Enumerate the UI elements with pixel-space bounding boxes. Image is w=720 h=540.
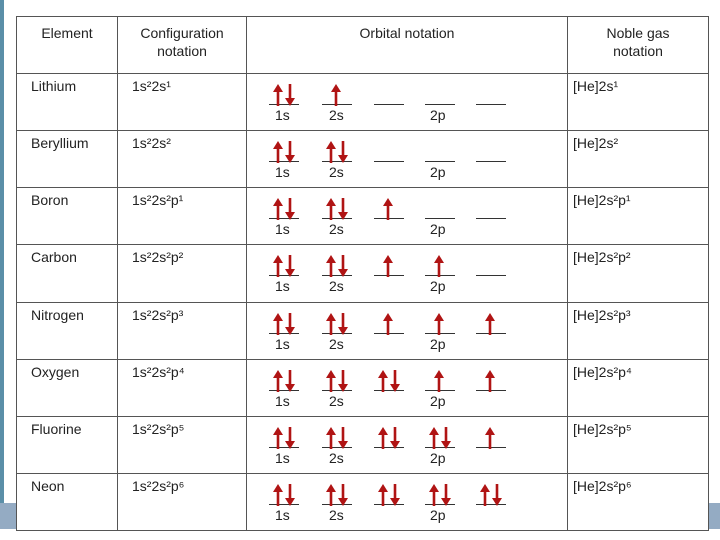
orbital-box: [322, 255, 352, 276]
header-element-text: Element: [41, 25, 93, 41]
noble-gas-notation: [He]2s²p⁶: [568, 473, 709, 530]
spin-up-arrow-icon: [273, 427, 283, 449]
orbital-diagram: [247, 188, 568, 245]
noble-gas-notation: [He]2s²p²: [568, 245, 709, 302]
orbital-diagram: [247, 473, 568, 530]
orbital-diagram: [247, 74, 568, 131]
orbital-box: [425, 427, 455, 448]
spin-up-arrow-icon: [273, 198, 283, 220]
orbital-diagram: [247, 302, 568, 359]
orbital-box: [476, 84, 506, 105]
configuration-notation: 1s²2s²p³: [118, 302, 247, 359]
table-row: [17, 473, 709, 530]
spin-down-arrow-icon: [338, 427, 348, 449]
orbital-box: [425, 370, 455, 391]
configuration-notation: 1s²2s²p⁴: [118, 359, 247, 416]
spin-down-arrow-icon: [285, 484, 295, 506]
orbital-label: 1s: [275, 506, 290, 523]
orbital-box: [476, 141, 506, 162]
orbital-box: [374, 255, 404, 276]
orbital-box: [374, 198, 404, 219]
orbital-label: 1s: [275, 164, 290, 181]
noble-gas-notation: [He]2s¹: [568, 74, 709, 131]
element-name: Oxygen: [17, 359, 118, 416]
orbital-label: 2p: [430, 221, 446, 238]
orbital-box: [269, 484, 299, 505]
orbital-box: [269, 255, 299, 276]
orbital-label: 2s: [329, 107, 344, 123]
table-row: [17, 359, 709, 416]
orbital-box: [374, 484, 404, 505]
spin-up-arrow-icon: [326, 313, 336, 335]
header-noble-line1: Noble gas: [606, 25, 670, 41]
spin-up-arrow-icon: [273, 484, 283, 506]
spin-down-arrow-icon: [390, 427, 400, 449]
orbital-box: [476, 484, 506, 505]
table-row: [17, 188, 709, 245]
spin-down-arrow-icon: [338, 198, 348, 220]
electron-configuration-table: [16, 16, 709, 531]
configuration-notation: 1s²2s²p¹: [118, 188, 247, 245]
orbital-box: [322, 370, 352, 391]
spin-up-arrow-icon: [326, 484, 336, 506]
orbital-diagram: [247, 245, 568, 302]
spin-down-arrow-icon: [492, 484, 502, 506]
orbital-box: [322, 313, 352, 334]
orbital-box: [322, 141, 352, 162]
element-name: Nitrogen: [17, 302, 118, 359]
orbital-box: [269, 427, 299, 448]
header-orbital-text: Orbital notation: [359, 25, 455, 41]
orbital-box: [322, 198, 352, 219]
table-row: [17, 131, 709, 188]
table-row: [17, 302, 709, 359]
spin-up-arrow-icon: [383, 313, 393, 335]
spin-down-arrow-icon: [338, 313, 348, 335]
orbital-box: [425, 198, 455, 219]
noble-gas-notation: [He]2s²p¹: [568, 188, 709, 245]
orbital-box: [374, 313, 404, 334]
orbital-label: 2p: [430, 107, 446, 123]
spin-up-arrow-icon: [326, 141, 336, 163]
orbital-label: 2p: [430, 164, 446, 181]
orbital-box: [425, 84, 455, 105]
orbital-label: 1s: [275, 278, 290, 295]
orbital-box: [322, 484, 352, 505]
spin-down-arrow-icon: [285, 313, 295, 335]
orbital-label: 2s: [329, 335, 344, 352]
orbital-label: 2p: [430, 335, 446, 352]
spin-up-arrow-icon: [326, 198, 336, 220]
orbital-box: [476, 198, 506, 219]
spin-up-arrow-icon: [273, 141, 283, 163]
orbital-diagram: [247, 131, 568, 188]
slide-left-accent: [0, 0, 4, 540]
noble-gas-notation: [He]2s²: [568, 131, 709, 188]
orbital-label: 1s: [275, 392, 290, 409]
spin-up-arrow-icon: [480, 484, 490, 506]
spin-down-arrow-icon: [390, 370, 400, 392]
spin-up-arrow-icon: [485, 313, 495, 335]
header-configuration: [118, 17, 247, 74]
element-name: Beryllium: [17, 131, 118, 188]
orbital-label: 2s: [329, 506, 344, 523]
header-orbital: [247, 17, 568, 74]
noble-gas-notation: [He]2s²p³: [568, 302, 709, 359]
spin-up-arrow-icon: [378, 370, 388, 392]
spin-down-arrow-icon: [338, 484, 348, 506]
spin-up-arrow-icon: [434, 255, 444, 277]
spin-up-arrow-icon: [273, 370, 283, 392]
orbital-label: 1s: [275, 107, 290, 123]
spin-down-arrow-icon: [338, 141, 348, 163]
spin-up-arrow-icon: [485, 427, 495, 449]
header-configuration-line2: notation: [157, 43, 207, 59]
orbital-box: [269, 198, 299, 219]
element-name: Fluorine: [17, 416, 118, 473]
noble-gas-notation: [He]2s²p⁵: [568, 416, 709, 473]
spin-up-arrow-icon: [383, 198, 393, 220]
spin-up-arrow-icon: [434, 313, 444, 335]
orbital-box: [476, 370, 506, 391]
configuration-notation: 1s²2s²: [118, 131, 247, 188]
spin-down-arrow-icon: [285, 84, 295, 106]
spin-up-arrow-icon: [429, 427, 439, 449]
spin-up-arrow-icon: [434, 370, 444, 392]
orbital-box: [322, 427, 352, 448]
orbital-box: [322, 84, 352, 105]
orbital-box: [269, 313, 299, 334]
orbital-box: [374, 370, 404, 391]
spin-up-arrow-icon: [378, 427, 388, 449]
spin-down-arrow-icon: [285, 370, 295, 392]
orbital-label: 2p: [430, 506, 446, 523]
orbital-label: 2p: [430, 278, 446, 295]
orbital-diagram: [247, 416, 568, 473]
table-row: [17, 416, 709, 473]
header-noble-line2: notation: [613, 43, 663, 59]
spin-down-arrow-icon: [285, 427, 295, 449]
spin-down-arrow-icon: [441, 484, 451, 506]
orbital-label: 2p: [430, 392, 446, 409]
orbital-box: [374, 84, 404, 105]
spin-down-arrow-icon: [338, 255, 348, 277]
element-name: Neon: [17, 473, 118, 530]
spin-up-arrow-icon: [273, 84, 283, 106]
orbital-box: [476, 313, 506, 334]
orbital-box: [374, 141, 404, 162]
spin-down-arrow-icon: [390, 484, 400, 506]
header-element: [17, 17, 118, 74]
orbital-label: 1s: [275, 221, 290, 238]
spin-up-arrow-icon: [273, 313, 283, 335]
orbital-box: [476, 427, 506, 448]
spin-up-arrow-icon: [383, 255, 393, 277]
orbital-label: 2s: [329, 164, 344, 181]
spin-up-arrow-icon: [429, 484, 439, 506]
spin-up-arrow-icon: [485, 370, 495, 392]
configuration-notation: 1s²2s²p⁶: [118, 473, 247, 530]
spin-up-arrow-icon: [326, 370, 336, 392]
orbital-label: 2s: [329, 278, 344, 295]
orbital-label: 2s: [329, 392, 344, 409]
header-configuration-line1: Configuration: [140, 25, 224, 41]
orbital-box: [425, 141, 455, 162]
spin-down-arrow-icon: [441, 427, 451, 449]
orbital-box: [476, 255, 506, 276]
configuration-notation: 1s²2s²p²: [118, 245, 247, 302]
configuration-notation: 1s²2s¹: [118, 74, 247, 131]
element-name: Carbon: [17, 245, 118, 302]
spin-down-arrow-icon: [285, 198, 295, 220]
orbital-label: 2s: [329, 449, 344, 466]
orbital-box: [269, 141, 299, 162]
orbital-box: [425, 484, 455, 505]
spin-up-arrow-icon: [326, 427, 336, 449]
element-name: Lithium: [17, 74, 118, 131]
header-row: [17, 17, 709, 74]
spin-down-arrow-icon: [285, 255, 295, 277]
spin-up-arrow-icon: [378, 484, 388, 506]
configuration-notation: 1s²2s²p⁵: [118, 416, 247, 473]
noble-gas-notation: [He]2s²p⁴: [568, 359, 709, 416]
spin-up-arrow-icon: [326, 255, 336, 277]
orbital-label: 2s: [329, 221, 344, 238]
orbital-box: [269, 370, 299, 391]
orbital-box: [374, 427, 404, 448]
spin-up-arrow-icon: [331, 84, 341, 106]
orbital-box: [269, 84, 299, 105]
spin-down-arrow-icon: [285, 141, 295, 163]
orbital-box: [425, 255, 455, 276]
table-row: [17, 245, 709, 302]
header-noble: [568, 17, 709, 74]
orbital-box: [425, 313, 455, 334]
table-row: [17, 74, 709, 131]
element-name: Boron: [17, 188, 118, 245]
orbital-diagram: [247, 359, 568, 416]
orbital-label: 2p: [430, 449, 446, 466]
orbital-label: 1s: [275, 449, 290, 466]
spin-down-arrow-icon: [338, 370, 348, 392]
orbital-label: 1s: [275, 335, 290, 352]
spin-up-arrow-icon: [273, 255, 283, 277]
